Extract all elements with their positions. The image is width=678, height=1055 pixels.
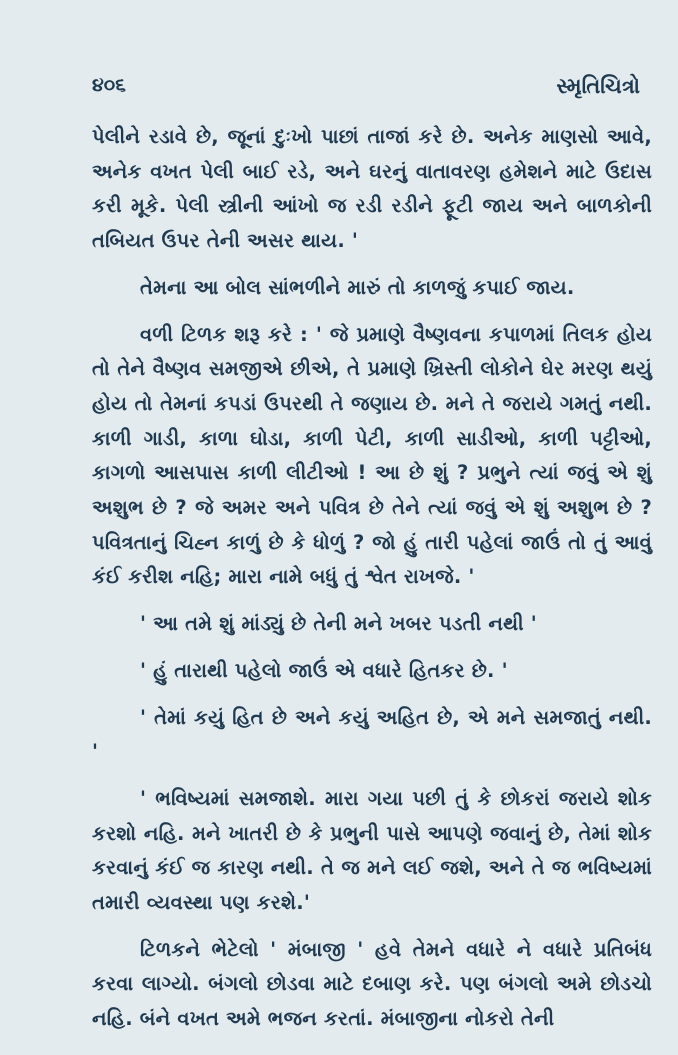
paragraph-4: ' આ તમે શું માંડ્યું છે તેની મને ખબર પડતી નથી ' xyxy=(140,612,537,636)
body-text xyxy=(92,120,652,1049)
paragraph-2: તેમના આ બોલ સાંભળીને મારું તો કાળજું કપાઈ જાય. xyxy=(140,275,575,299)
paragraph-7: ' ભવિષ્યમાં સમજાશે. મારા ગયા પછી તું કે છોકરાં જરાયે શોક કરશો નહિ. મને ખાતરી છે કે પ્રભુની પાસે આપણે જવાનું છે, તેમાં શોક કરવાનું કંઈ જ કારણ નથી. તે જ મને લઈ જશે, અને તે જ ભવિષ્યમાં તમારી વ્યવસ્થા પણ કરશે.' xyxy=(92,786,652,915)
paragraph-5: ' હું તારાથી પહેલો જાઉં એ વધારે હિતકર છે. ' xyxy=(140,658,508,682)
running-head xyxy=(92,74,640,102)
page-number: ૪૦૬ xyxy=(92,74,126,96)
paragraph-3: વળી ટિળક શરૂ કરે : ' જે પ્રમાણે વૈષ્ણવના કપાળમાં તિલક હોય તો તેને વૈષ્ણવ સમજીએ છીએ, તે પ્રમાણે ખ્રિસ્તી લોકોને ઘેર મરણ થયું હોય તો તેમનાં કપડાં ઉપરથી તે જણાય છે. મને તે જરાયે ગમતું નથી. કાળી ગાડી, કાળા ઘોડા, કાળી પેટી, કાળી સાડીઓ, કાળી પટ્ટીઓ, કાગળો આસપાસ કાળી લીટીઓ ! આ છે શું ? પ્રભુને ત્યાં જવું એ શું અશુભ છે ? જે અમર અને પવિત્ર છે તેને ત્યાં જવું એ શું અશુભ છે ? પવિત્રતાનું ચિહ્ન કાળું છે કે ધોળું ? જો હું તારી પહેલાં જાઉં તો તું આવું કંઈ કરીશ નહિ; મારા નામે બધું તું શ્વેત રાખજે. ' xyxy=(92,322,652,589)
paragraph-8: ટિળકને ભેટેલો ' મંબાજી ' હવે તેમને વધારે ને વધારે પ્રતિબંધ કરવા લાગ્યો. બંગલો છોડવા માટે દબાણ કરે. પણ બંગલો અમે છોડચો નહિ. બંને વખત અમે ભજન કરતાં. મંબાજીના નોકરો તેની xyxy=(92,937,652,1031)
running-title: સ્મૃતિચિત્રો xyxy=(556,74,640,98)
paragraph-1: પેલીને રડાવે છે, જૂનાં દુઃખો પાછાં તાજાં કરે છે. અનેક માણસો આવે, અનેક વખત પેલી બાઈ રડે, અને ઘરનું વાતાવરણ હમેશને માટે ઉદાસ કરી મૂકે. પેલી સ્ત્રીની આંખો જ રડી રડીને ફૂટી જાય અને બાળકોની તબિયત ઉપર તેની અસર થાય. ' xyxy=(92,125,652,253)
paragraph-6: ' તેમાં કયું હિત છે અને કયું અહિત છે, એ મને સમજાતું નથી. ' xyxy=(92,705,652,764)
